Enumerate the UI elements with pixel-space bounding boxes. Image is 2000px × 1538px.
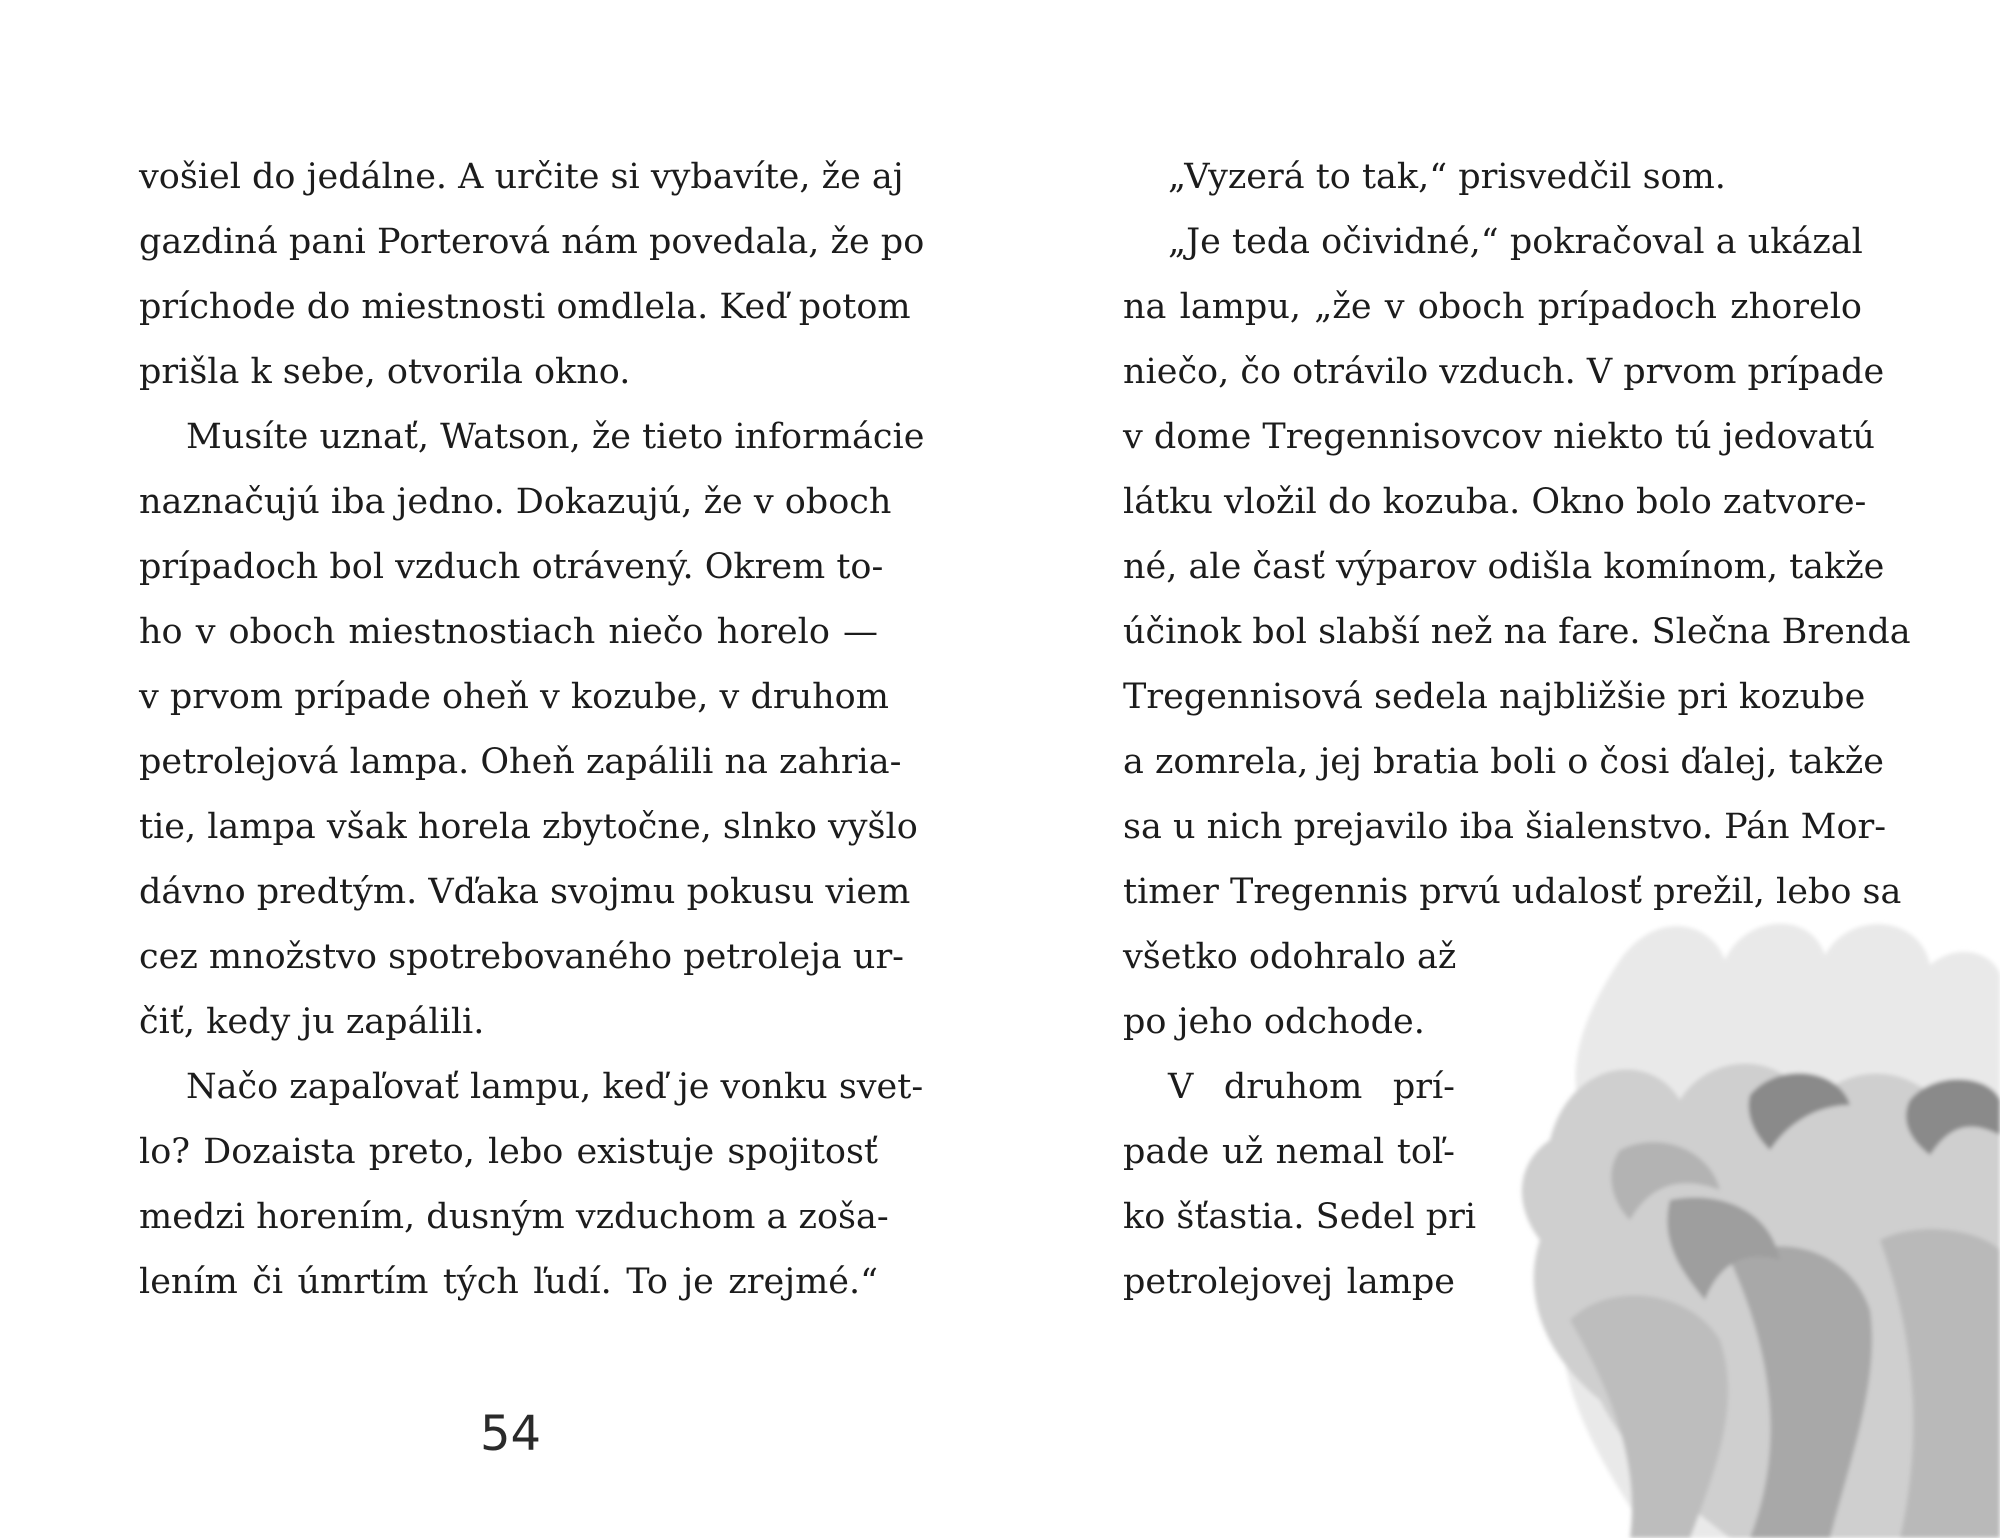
page-number: 54 [480, 1406, 542, 1462]
text-line: né, ale časť výparov odišla komínom, takže [1123, 547, 1885, 587]
text-line: cez množstvo spotrebovaného petroleja ur- [139, 937, 905, 977]
smoke-illustration [1480, 900, 2000, 1538]
text-line: Tregennisová sedela najbližšie pri kozube [1123, 677, 1866, 717]
text-line: na lampu, „že v oboch prípadoch zhorelo [1123, 287, 1862, 327]
text-line: ho v oboch miestnostiach niečo horelo — [139, 612, 878, 652]
text-line: látku vložil do kozuba. Okno bolo zatvore- [1123, 482, 1867, 522]
text-line: a zomrela, jej bratia boli o čosi ďalej, takže [1123, 742, 1884, 782]
text-line: prišla k sebe, otvorila okno. [139, 352, 631, 392]
text-line: v prvom prípade oheň v kozube, v druhom [139, 677, 889, 717]
text-line: petrolejovej lampe [1123, 1262, 1455, 1302]
paragraph-first-line: Načo zapaľovať lampu, keď je vonku svet- [186, 1067, 924, 1107]
text-line: sa u nich prejavilo iba šialenstvo. Pán Mor- [1123, 807, 1887, 847]
text-line: petrolejová lampa. Oheň zapálili na zahria- [139, 742, 902, 782]
text-line: lo? Dozaista preto, lebo existuje spojitosť [139, 1132, 878, 1172]
text-line: po jeho odchode. [1123, 1002, 1425, 1042]
text-line: účinok bol slabší než na fare. Slečna Brenda [1123, 612, 1911, 652]
paragraph-first-line: „Je teda očividné,“ pokračoval a ukázal [1168, 222, 1863, 262]
text-line: v dome Tregennisovcov niekto tú jedovatú [1123, 417, 1875, 457]
text-line: pade už nemal toľ- [1123, 1132, 1455, 1172]
text-line: všetko odohralo až [1123, 937, 1457, 977]
text-line: lením či úmrtím tých ľudí. To je zrejmé.“ [139, 1262, 878, 1302]
text-line: príchode do miestnosti omdlela. Keď potom [139, 287, 911, 327]
text-line: čiť, kedy ju zapálili. [139, 1002, 485, 1042]
text-line: prípadoch bol vzduch otrávený. Okrem to- [139, 547, 884, 587]
paragraph-first-line: „Vyzerá to tak,“ prisvedčil som. [1168, 157, 1726, 197]
paragraph-first-line: V druhom prí- [1168, 1067, 1455, 1107]
text-line: naznačujú iba jedno. Dokazujú, že v oboch [139, 482, 892, 522]
paragraph-first-line: Musíte uznať, Watson, že tieto informácie [186, 417, 925, 457]
text-line: gazdiná pani Porterová nám povedala, že po [139, 222, 925, 262]
text-line: tie, lampa však horela zbytočne, slnko vyšlo [139, 807, 918, 847]
text-line: timer Tregennis prvú udalosť prežil, lebo sa [1123, 872, 1902, 912]
text-line: vošiel do jedálne. A určite si vybavíte, že aj [139, 157, 904, 197]
text-line: niečo, čo otrávilo vzduch. V prvom prípade [1123, 352, 1885, 392]
text-line: medzi horením, dusným vzduchom a zoša- [139, 1197, 889, 1237]
text-line: dávno predtým. Vďaka svojmu pokusu viem [139, 872, 911, 912]
text-line: ko šťastia. Sedel pri [1123, 1197, 1477, 1237]
